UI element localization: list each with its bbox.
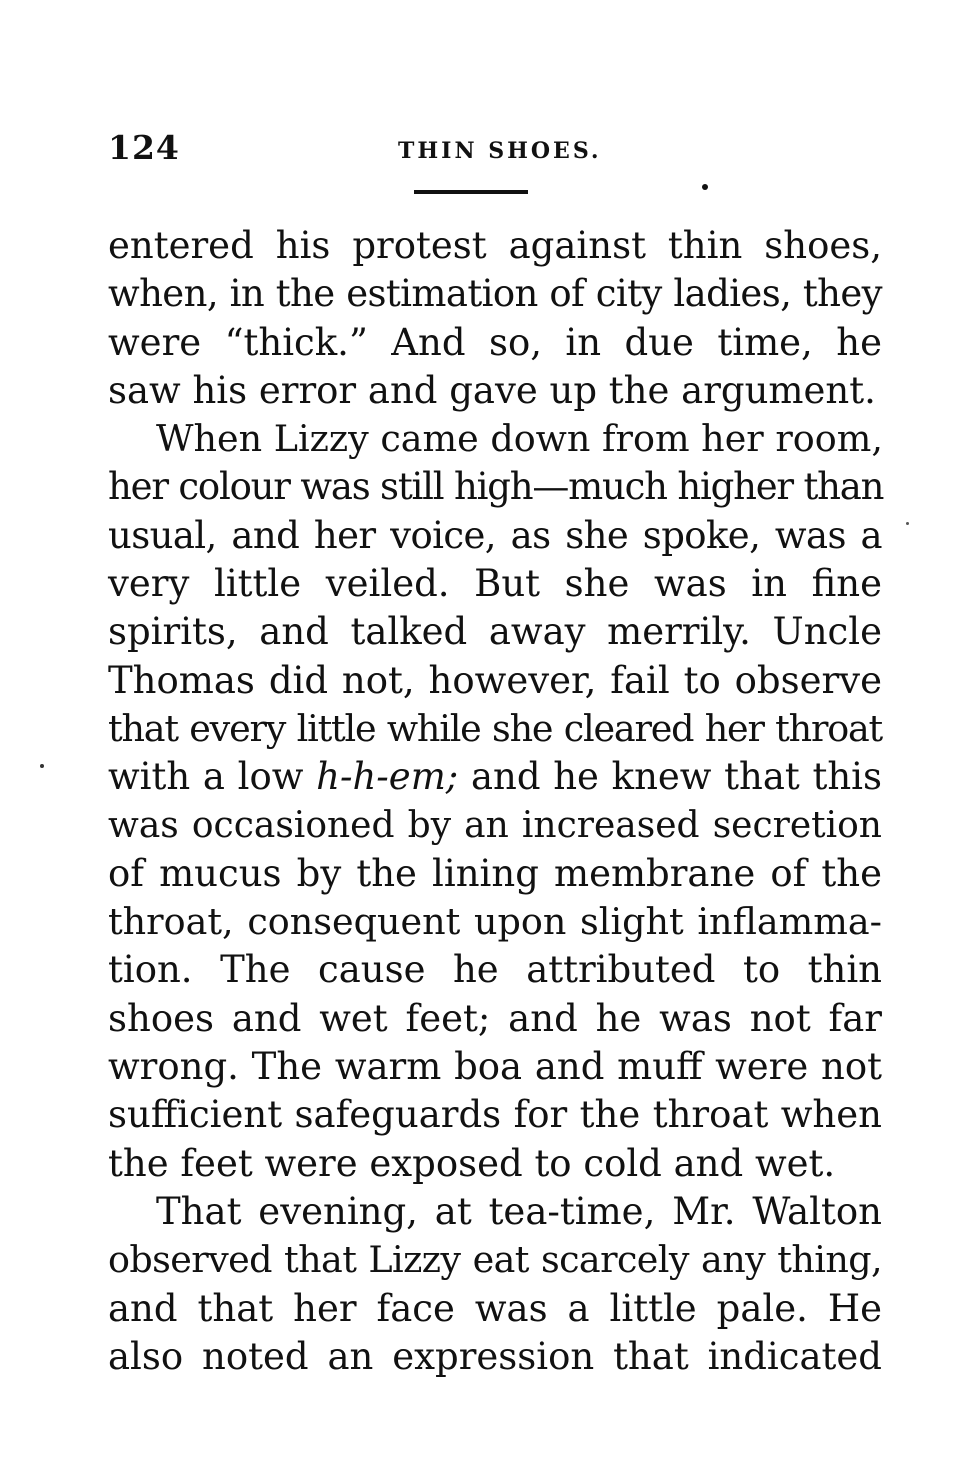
text-line: spirits, and talked away merrily. Uncle (108, 610, 882, 654)
page-header (108, 128, 888, 168)
print-speck (702, 184, 708, 190)
header-rule (414, 190, 528, 194)
paragraph-start-line: That evening, at tea-time, Mr. Walton (156, 1189, 882, 1233)
text-line: sufficient safeguards for the throat when (108, 1093, 882, 1137)
line-segment: with a low (108, 755, 317, 799)
print-speck-right (906, 522, 909, 525)
text-line: were “thick.” And so, in due time, he (108, 320, 882, 364)
paragraph-start-line: When Lizzy came down from her room, (156, 417, 883, 461)
text-line: tion. The cause he attributed to thin (108, 948, 882, 992)
text-line: of mucus by the lining membrane of the (108, 851, 882, 895)
line-segment: and he knew that this (458, 755, 883, 799)
page-number: 124 (108, 128, 180, 167)
text-line: and that her face was a little pale. He (108, 1286, 882, 1330)
text-line: wrong. The warm boa and muff were not (108, 1045, 882, 1089)
text-line: her colour was still high—much higher than (108, 465, 884, 509)
print-speck-left (40, 764, 44, 768)
body-text (108, 222, 882, 1381)
italic-interjection: h-h-em; (316, 755, 459, 799)
text-line: was occasioned by an increased secretion (108, 804, 882, 846)
text-line: the feet were exposed to cold and wet. (108, 1141, 836, 1185)
text-line: that every little while she cleared her throat (108, 706, 882, 750)
text-line: saw his error and gave up the argument. (108, 368, 876, 412)
text-line: throat, consequent upon slight inflamma- (108, 900, 882, 944)
text-line: entered his protest against thin shoes, (108, 224, 882, 267)
text-line: when, in the estimation of city ladies, they (108, 272, 882, 316)
text-line: also noted an expression that indicated (108, 1334, 882, 1378)
text-line: usual, and her voice, as she spoke, was a (108, 513, 882, 557)
text-line: shoes and wet feet; and he was not far (108, 996, 882, 1040)
text-line: observed that Lizzy eat scarcely any thing, (108, 1238, 882, 1282)
text-line: Thomas did not, however, fail to observe (108, 658, 882, 702)
text-line: very little veiled. But she was in fine (108, 562, 882, 606)
text-line-with-italic (108, 753, 882, 801)
running-head: THIN SHOES. (398, 138, 602, 164)
